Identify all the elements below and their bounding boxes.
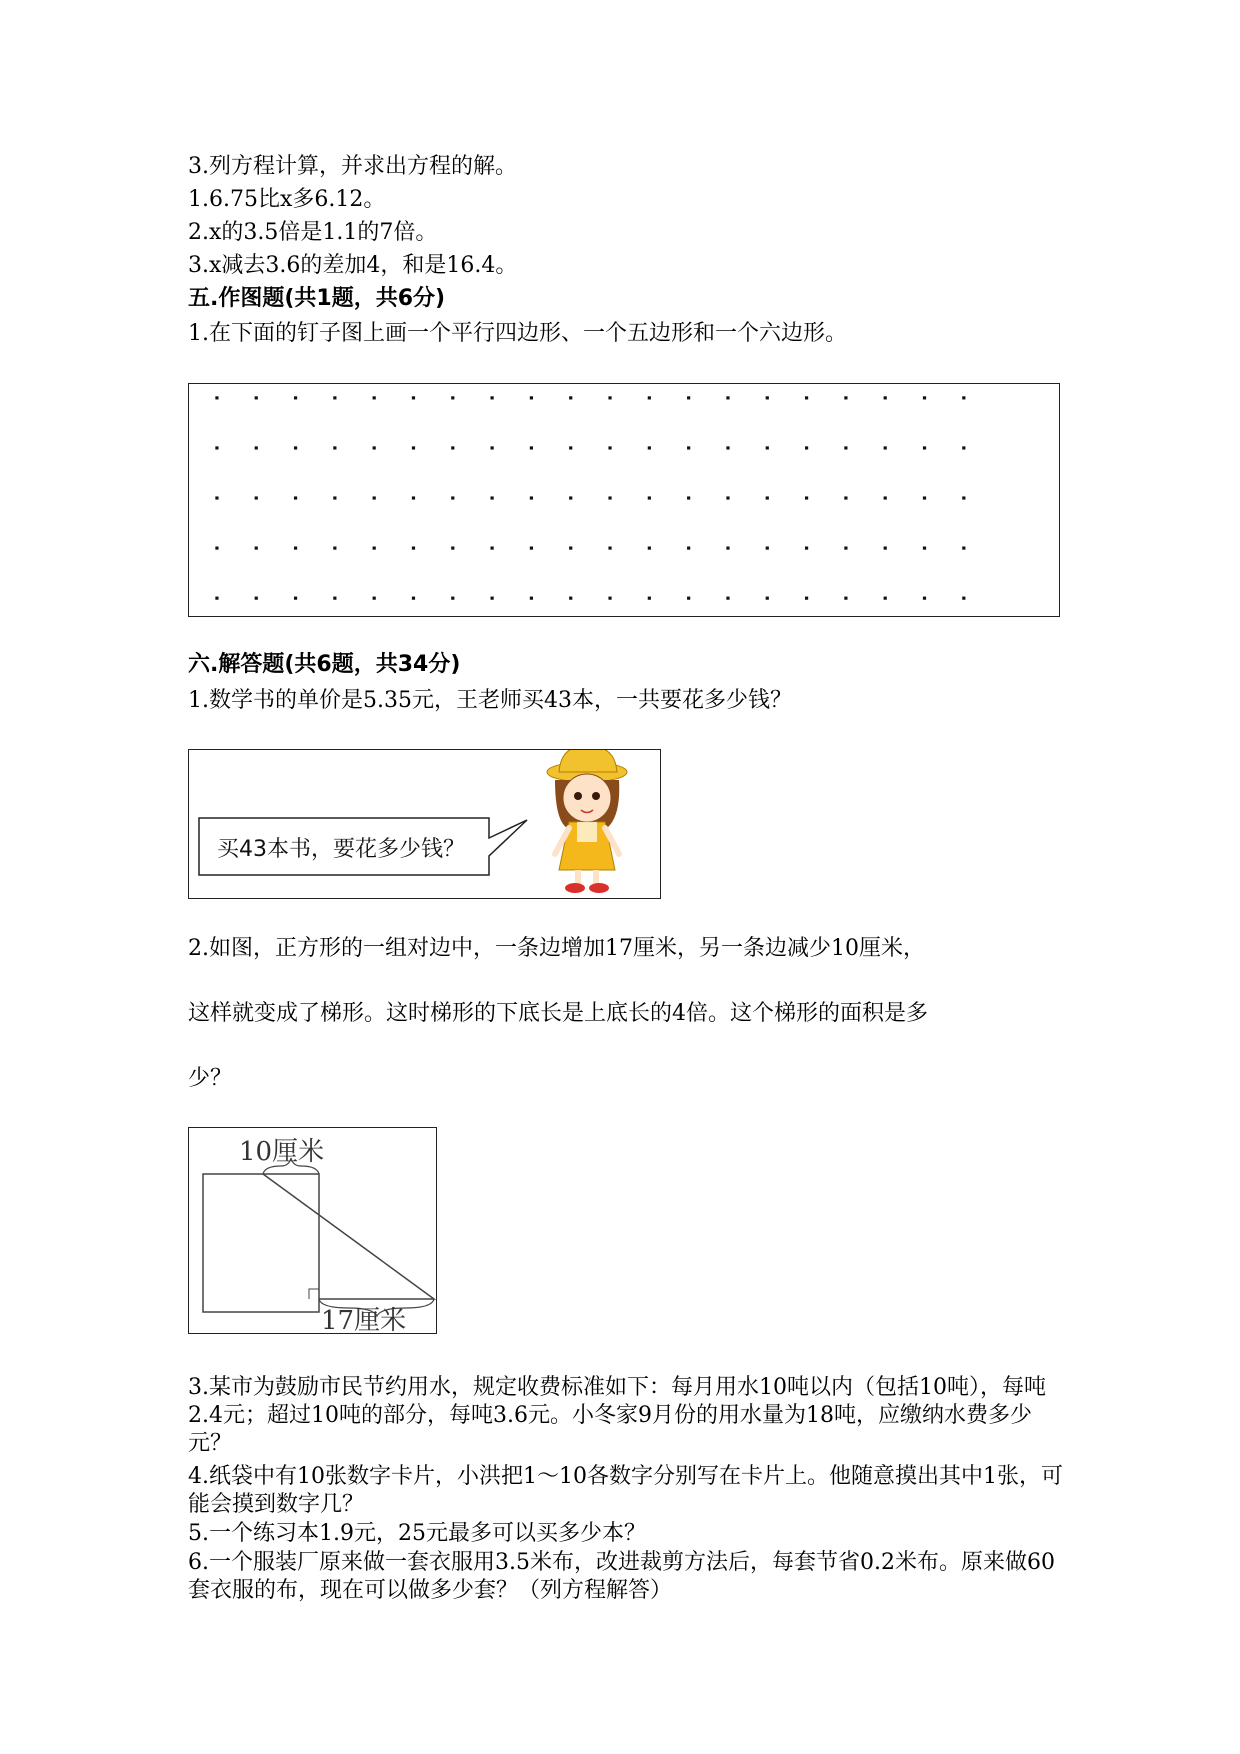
nail-dot — [294, 546, 297, 549]
question-1-illustration — [188, 749, 661, 899]
top-length-label: 10厘米 — [239, 1137, 325, 1167]
nail-dot — [726, 446, 729, 449]
trapezoid-slant — [263, 1174, 434, 1299]
nail-dot — [412, 496, 415, 499]
nail-dot — [648, 546, 651, 549]
nail-dot — [294, 446, 297, 449]
nail-dot — [608, 496, 611, 499]
dot-grid-board[interactable] — [188, 383, 1060, 617]
nail-dot — [294, 597, 297, 600]
nail-dot — [884, 396, 887, 399]
nail-dot — [255, 396, 258, 399]
nail-dot — [608, 396, 611, 399]
nail-dot — [687, 546, 690, 549]
nail-dot — [805, 597, 808, 600]
nail-dot — [884, 496, 887, 499]
nail-dot — [491, 546, 494, 549]
square-outline — [203, 1174, 319, 1312]
nail-dot — [294, 396, 297, 399]
section-6-question-6: 6.一个服装厂原来做一套衣服用3.5米布，改进裁剪方法后，每套节省0.2米布。原来做60套衣服的布，现在可以做多少套？（列方程解答） — [188, 1550, 1055, 1603]
section-5-question-1: 1.在下面的钉子图上画一个平行四边形、一个五边形和一个六边形。 — [188, 321, 847, 346]
nail-dot — [923, 396, 926, 399]
nail-dot — [215, 446, 218, 449]
nail-dot — [844, 597, 847, 600]
nail-dot — [491, 597, 494, 600]
nail-dot — [530, 597, 533, 600]
nail-dot — [648, 446, 651, 449]
nail-dot — [373, 396, 376, 399]
nail-dot — [805, 546, 808, 549]
section-6-question-4: 4.纸袋中有10张数字卡片，小洪把1～10各数字分别写在卡片上。他随意摸出其中1张，可能会摸到数字几？ — [188, 1464, 1063, 1517]
nail-dot — [766, 496, 769, 499]
nail-dot — [608, 446, 611, 449]
nail-dot — [648, 496, 651, 499]
nail-dot — [373, 446, 376, 449]
nail-dot — [569, 396, 572, 399]
nail-dot — [412, 597, 415, 600]
nail-dot — [608, 546, 611, 549]
nail-dot — [294, 496, 297, 499]
nail-dot — [255, 597, 258, 600]
nail-dot — [412, 546, 415, 549]
nail-dot — [962, 546, 965, 549]
nail-dot — [530, 546, 533, 549]
speech-bubble-text: 买43本书，要花多少钱？ — [217, 837, 465, 862]
nail-dot — [687, 496, 690, 499]
section-6-question-2-line-3: 少？ — [188, 1066, 233, 1091]
nail-dot — [451, 496, 454, 499]
nail-dot — [608, 597, 611, 600]
nail-dot — [687, 446, 690, 449]
nail-dot — [333, 396, 336, 399]
nail-dot — [412, 396, 415, 399]
nail-dot — [215, 597, 218, 600]
nail-dot — [569, 597, 572, 600]
nail-dot — [530, 496, 533, 499]
girl-icon — [547, 750, 627, 893]
nail-dot — [726, 396, 729, 399]
nail-dot — [687, 597, 690, 600]
nail-dot — [451, 597, 454, 600]
nail-dot — [923, 597, 926, 600]
nail-dot — [491, 496, 494, 499]
nail-dot — [805, 396, 808, 399]
equation-item-2: 2.x的3.5倍是1.1的7倍。 — [188, 220, 438, 245]
equation-item-1: 1.6.75比x多6.12。 — [188, 187, 386, 212]
speech-bubble-and-girl — [189, 750, 662, 900]
equation-item-3: 3.x减去3.6的差加4，和是16.4。 — [188, 253, 518, 278]
nail-dot — [844, 446, 847, 449]
nail-dot — [333, 546, 336, 549]
nail-dot — [844, 396, 847, 399]
section-6-question-2-line-2: 这样就变成了梯形。这时梯形的下底长是上底长的4倍。这个梯形的面积是多 — [188, 1001, 928, 1026]
section-5-heading: 五.作图题(共1题，共6分) — [188, 286, 446, 311]
trapezoid-figure — [188, 1127, 437, 1334]
nail-dot — [215, 546, 218, 549]
nail-dot — [962, 496, 965, 499]
nail-dot — [333, 446, 336, 449]
nail-dot — [569, 546, 572, 549]
nail-dot — [923, 446, 926, 449]
nail-dot — [687, 396, 690, 399]
section-6-question-1: 1.数学书的单价是5.35元，王老师买43本，一共要花多少钱？ — [188, 688, 792, 713]
nail-dot — [884, 597, 887, 600]
equation-intro: 3.列方程计算，并求出方程的解。 — [188, 154, 517, 179]
section-6-question-3: 3.某市为鼓励市民节约用水，规定收费标准如下：每月用水10吨以内（包括10吨），每吨2.4元；超过10吨的部分，每吨3.6元。小冬家9月份的用水量为18吨，应缴纳水费多少元？ — [188, 1375, 1046, 1456]
nail-dot — [766, 446, 769, 449]
nail-dot — [373, 597, 376, 600]
nail-dot — [333, 496, 336, 499]
nail-dot — [923, 496, 926, 499]
nail-dot — [726, 546, 729, 549]
nail-dot — [805, 496, 808, 499]
nail-dot — [766, 546, 769, 549]
nail-dot — [569, 446, 572, 449]
bottom-length-label: 17厘米 — [321, 1306, 407, 1336]
nail-dot — [962, 597, 965, 600]
section-6-heading: 六.解答题(共6题，共34分) — [188, 652, 461, 677]
nail-dot — [648, 396, 651, 399]
nail-dot — [726, 496, 729, 499]
nail-dot — [491, 396, 494, 399]
nail-dot — [805, 446, 808, 449]
nail-dot — [726, 597, 729, 600]
nail-dot — [962, 446, 965, 449]
nail-dot — [491, 446, 494, 449]
nail-dot — [766, 396, 769, 399]
nail-dot — [844, 496, 847, 499]
nail-dot — [255, 446, 258, 449]
nail-dot — [648, 597, 651, 600]
nail-dot — [215, 496, 218, 499]
nail-dot — [962, 396, 965, 399]
nail-dot — [255, 496, 258, 499]
nail-dot — [766, 597, 769, 600]
nail-dot — [844, 546, 847, 549]
nail-dot — [255, 546, 258, 549]
nail-dot — [530, 396, 533, 399]
nail-dot — [451, 396, 454, 399]
nail-dot — [884, 546, 887, 549]
nail-dot — [530, 446, 533, 449]
nail-dot — [215, 396, 218, 399]
nail-dot — [373, 496, 376, 499]
nail-dot — [923, 546, 926, 549]
nail-dot — [451, 446, 454, 449]
nail-dot — [884, 446, 887, 449]
nail-dot — [451, 546, 454, 549]
nail-dot — [333, 597, 336, 600]
nail-dot — [373, 546, 376, 549]
nail-dot — [412, 446, 415, 449]
nail-dot — [569, 496, 572, 499]
dot-grid-svg — [189, 384, 1059, 616]
section-6-question-2-line-1: 2.如图，正方形的一组对边中，一条边增加17厘米，另一条边减少10厘米， — [188, 936, 925, 961]
section-6-question-5: 5.一个练习本1.9元，25元最多可以买多少本？ — [188, 1521, 646, 1546]
